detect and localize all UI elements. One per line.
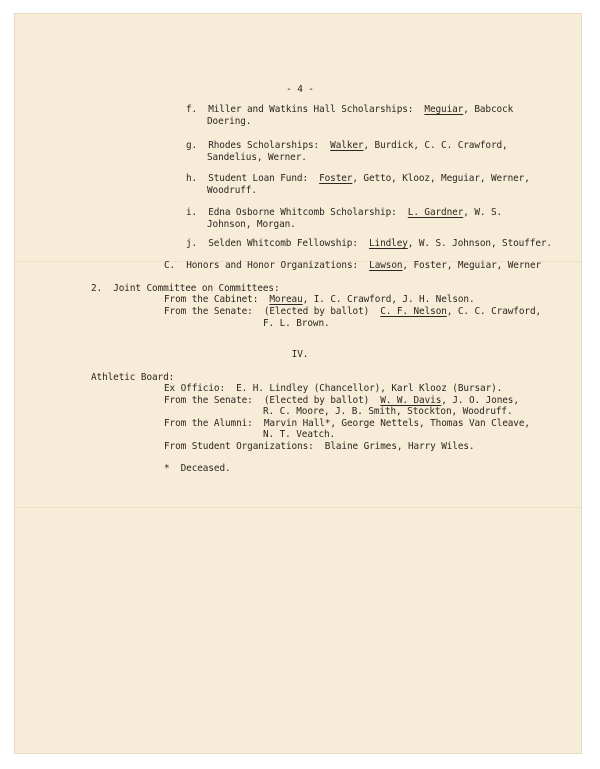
group-members: , I. C. Crawford, J. H. Nelson.: [302, 294, 475, 305]
joint-senate: [164, 306, 541, 318]
group-chair: C. F. Nelson: [380, 306, 447, 317]
group-label: From the Cabinet:: [164, 294, 259, 305]
item-h-line2: Woodruff.: [207, 185, 257, 196]
athletic-board-title: Athletic Board:: [91, 372, 175, 383]
item-f: [186, 104, 513, 116]
group-chair: W. W. Davis: [380, 395, 442, 406]
group-note: (Elected by ballot): [263, 395, 370, 406]
item-members: , Burdick, C. C. Crawford,: [363, 140, 508, 151]
item-chair: Lawson: [369, 260, 403, 271]
item-title: Rhodes Scholarships:: [208, 140, 320, 151]
item-chair: Foster: [319, 173, 353, 184]
athletic-senate-line2: R. C. Moore, J. B. Smith, Stockton, Woodruff.: [263, 406, 513, 417]
athletic-alumni-line2: N. T. Veatch.: [263, 429, 336, 440]
item-title: Edna Osborne Whitcomb Scholarship:: [208, 207, 397, 218]
item-i-line2: Johnson, Morgan.: [207, 219, 296, 230]
group-label: From the Alumni:: [164, 418, 253, 429]
item-h: [186, 173, 530, 185]
footnote: * Deceased.: [164, 463, 231, 474]
group-label: From the Senate:: [164, 306, 253, 317]
item-chair: Lindley: [368, 238, 408, 249]
athletic-senate: [164, 395, 519, 407]
joint-cabinet: [164, 294, 475, 306]
item-members: , Foster, Meguiar, Werner: [402, 260, 542, 271]
item-i: [186, 207, 502, 219]
joint-senate-line2: F. L. Brown.: [263, 318, 330, 329]
item-chair: Walker: [330, 140, 364, 151]
section-title: Joint Committee on Committees:: [113, 283, 280, 294]
item-members: , Getto, Klooz, Meguiar, Werner,: [352, 173, 530, 184]
section-heading: IV.: [291, 349, 309, 360]
group-members: Marvin Hall*, George Nettels, Thomas Van Cleave,: [263, 418, 530, 429]
item-letter: h.: [186, 173, 198, 184]
item-members: , W. S.: [463, 207, 503, 218]
item-title: Student Loan Fund:: [208, 173, 308, 184]
page-number: - 4 -: [286, 84, 314, 95]
item-g-line2: Sandelius, Werner.: [207, 152, 307, 163]
section-number: 2.: [91, 283, 103, 294]
item-letter: g.: [186, 140, 198, 151]
item-letter: j.: [186, 238, 198, 249]
item-title: Miller and Watkins Hall Scholarships:: [208, 104, 414, 115]
item-letter: C.: [164, 260, 176, 271]
item-j: [186, 238, 552, 250]
item-title: Honors and Honor Organizations:: [186, 260, 359, 271]
athletic-alumni: [164, 418, 530, 430]
group-members: , J. O. Jones,: [441, 395, 519, 406]
group-label: From the Senate:: [164, 395, 253, 406]
item-chair: Meguiar: [424, 104, 464, 115]
item-members: , W. S. Johnson, Stouffer.: [407, 238, 552, 249]
item-letter: f.: [186, 104, 198, 115]
group-note: (Elected by ballot): [263, 306, 370, 317]
group-members: , C. C. Crawford,: [446, 306, 542, 317]
item-c: [164, 260, 541, 272]
joint-committee-heading: [91, 283, 280, 295]
athletic-students: From Student Organizations: Blaine Grimes, Harry Wiles.: [164, 441, 475, 452]
item-letter: i.: [186, 207, 198, 218]
item-members: , Babcock: [463, 104, 514, 115]
item-g: [186, 140, 508, 152]
item-chair: L. Gardner: [407, 207, 464, 218]
item-f-line2: Doering.: [207, 116, 252, 127]
item-title: Selden Whitcomb Fellowship:: [208, 238, 358, 249]
athletic-exofficio: Ex Officio: E. H. Lindley (Chancellor), Karl Klooz (Bursar).: [164, 383, 503, 394]
group-chair: Moreau: [269, 294, 303, 305]
